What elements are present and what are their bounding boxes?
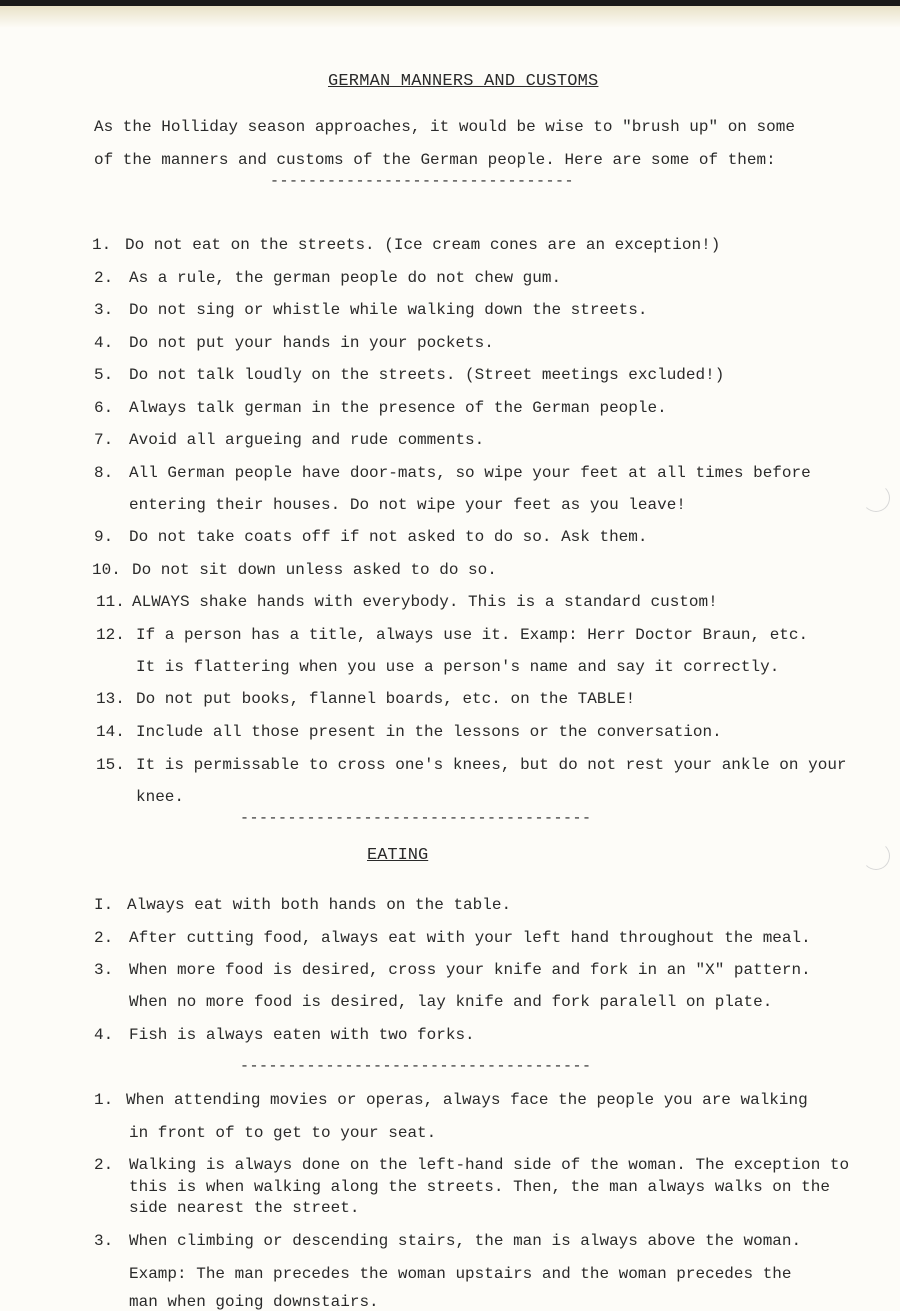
- item-number: 8.: [94, 464, 114, 482]
- item-number: 3.: [94, 1232, 114, 1250]
- item-number: 4.: [94, 1026, 114, 1044]
- intro-line: of the manners and customs of the German people. Here are some of them:: [94, 151, 776, 169]
- item-number: 11.: [96, 593, 125, 611]
- divider: --------------------------------: [270, 173, 575, 190]
- item-number: 9.: [94, 528, 114, 546]
- item-number: 2.: [94, 929, 114, 947]
- item-number: 5.: [94, 366, 114, 384]
- item-text-continued: entering their houses. Do not wipe your feet as you leave!: [129, 496, 686, 514]
- item-number: 12.: [96, 626, 125, 644]
- item-text: If a person has a title, always use it. Examp: Herr Doctor Braun, etc.: [136, 626, 809, 644]
- item-number: 3.: [94, 301, 114, 319]
- punch-hole-mark: [862, 842, 890, 870]
- item-number: 14.: [96, 723, 125, 741]
- item-number: 2.: [94, 1156, 114, 1174]
- intro-line: As the Holliday season approaches, it would be wise to "brush up" on some: [94, 118, 795, 136]
- paper-stain: [0, 6, 900, 28]
- item-text: All German people have door-mats, so wipe your feet at all times before: [129, 464, 811, 482]
- item-number: 1.: [94, 1091, 114, 1109]
- item-text: Do not take coats off if not asked to do so. Ask them.: [129, 528, 648, 546]
- item-text: When more food is desired, cross your knife and fork in an "X" pattern.: [129, 961, 811, 979]
- item-number: 1.: [92, 236, 112, 254]
- item-text: Do not eat on the streets. (Ice cream cones are an exception!): [125, 236, 721, 254]
- item-text-continued: When no more food is desired, lay knife and fork paralell on plate.: [129, 993, 773, 1011]
- page-title: GERMAN MANNERS AND CUSTOMS: [328, 72, 599, 91]
- item-text: Do not put your hands in your pockets.: [129, 334, 494, 352]
- item-text-continued: in front of to get to your seat.: [129, 1124, 437, 1142]
- item-text: When attending movies or operas, always face the people you are walking: [126, 1091, 808, 1109]
- item-text: Include all those present in the lessons or the conversation.: [136, 723, 722, 741]
- item-number: 10.: [92, 561, 121, 579]
- item-text: As a rule, the german people do not chew gum.: [129, 269, 562, 287]
- item-text: After cutting food, always eat with your left hand throughout the meal.: [129, 929, 811, 947]
- item-text-continued: Examp: The man precedes the woman upstairs and the woman precedes the: [129, 1265, 792, 1283]
- punch-hole-mark: [862, 484, 890, 512]
- item-text: Do not sit down unless asked to do so.: [132, 561, 497, 579]
- item-text: Avoid all argueing and rude comments.: [129, 431, 485, 449]
- item-text: Do not put books, flannel boards, etc. on the TABLE!: [136, 690, 636, 708]
- item-text-continued: side nearest the street.: [129, 1199, 360, 1217]
- divider: -------------------------------------: [240, 810, 592, 827]
- item-number: 3.: [94, 961, 114, 979]
- item-text-continued: this is when walking along the streets. Then, the man always walks on the: [129, 1178, 830, 1196]
- item-text: It is permissable to cross one's knees, but do not rest your ankle on your: [136, 756, 847, 774]
- item-number: 2.: [94, 269, 114, 287]
- item-number: 7.: [94, 431, 114, 449]
- item-text: Do not talk loudly on the streets. (Street meetings excluded!): [129, 366, 725, 384]
- item-text: ALWAYS shake hands with everybody. This is a standard custom!: [132, 593, 718, 611]
- item-number: 15.: [96, 756, 125, 774]
- item-text: Always eat with both hands on the table.: [127, 896, 512, 914]
- item-number: 4.: [94, 334, 114, 352]
- item-text: Fish is always eaten with two forks.: [129, 1026, 475, 1044]
- item-text: Always talk german in the presence of the German people.: [129, 399, 667, 417]
- item-text-continued: man when going downstairs.: [129, 1293, 379, 1311]
- item-text-continued: knee.: [136, 788, 185, 806]
- item-number: 13.: [96, 690, 125, 708]
- item-text: When climbing or descending stairs, the man is always above the woman.: [129, 1232, 802, 1250]
- item-number: 6.: [94, 399, 114, 417]
- section-title-eating: EATING: [367, 846, 429, 865]
- divider: -------------------------------------: [240, 1058, 592, 1075]
- item-text-continued: It is flattering when you use a person's name and say it correctly.: [136, 658, 780, 676]
- item-text: Do not sing or whistle while walking down the streets.: [129, 301, 648, 319]
- item-text: Walking is always done on the left-hand side of the woman. The exception to: [129, 1156, 850, 1174]
- item-number: I.: [94, 896, 114, 914]
